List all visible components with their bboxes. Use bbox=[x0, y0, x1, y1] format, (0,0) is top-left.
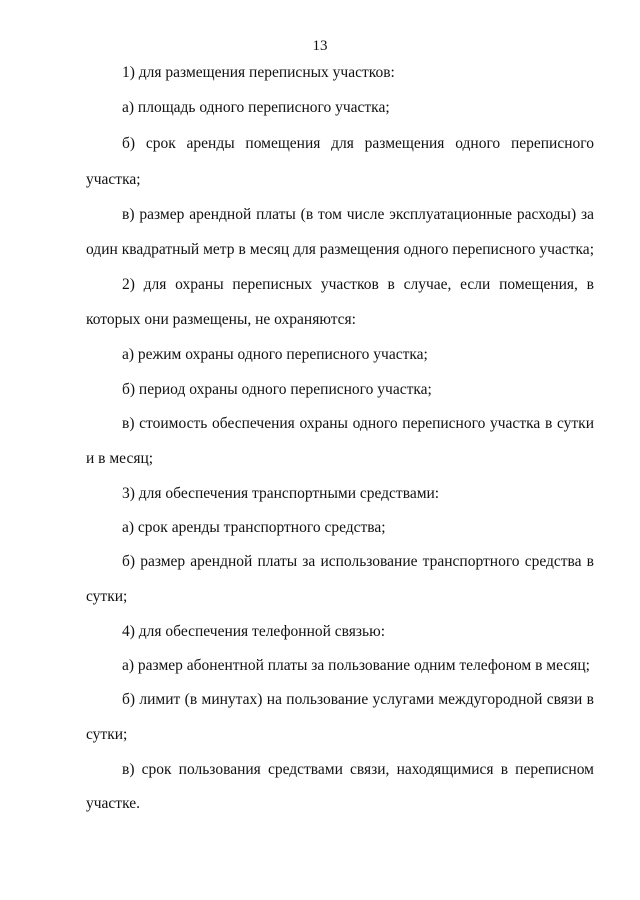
item-1c-line-2: один квадратный метр в месяц для размещения одного переписного участка; bbox=[86, 241, 594, 258]
item-2b: б) период охраны одного переписного участка; bbox=[122, 381, 432, 398]
item-2-heading-line-1: 2) для охраны переписных участков в случае, если помещения, в bbox=[122, 276, 594, 293]
item-1a: а) площадь одного переписного участка; bbox=[122, 99, 390, 116]
item-2-heading-line-2: которых они размещены, не охраняются: bbox=[86, 311, 356, 328]
item-4b-line-1: б) лимит (в минутах) на пользование услугами междугородной связи в bbox=[122, 691, 594, 708]
item-1c-line-1: в) размер арендной платы (в том числе эксплуатационные расходы) за bbox=[122, 206, 594, 223]
item-4a: а) размер абонентной платы за пользование одним телефоном в месяц; bbox=[122, 657, 590, 674]
item-2a: а) режим охраны одного переписного участка; bbox=[122, 346, 428, 363]
item-1-heading: 1) для размещения переписных участков: bbox=[122, 64, 395, 81]
item-2c-line-1: в) стоимость обеспечения охраны одного переписного участка в сутки bbox=[122, 415, 594, 432]
item-4c-line-2: участке. bbox=[86, 795, 140, 812]
item-2c-line-2: и в месяц; bbox=[86, 450, 154, 467]
item-3-heading: 3) для обеспечения транспортными средствами: bbox=[122, 485, 440, 502]
item-1b-line-2: участка; bbox=[86, 171, 141, 188]
item-4b-line-2: сутки; bbox=[86, 726, 128, 743]
page-number: 13 bbox=[312, 38, 328, 54]
item-3b-line-2: сутки; bbox=[86, 588, 128, 605]
item-3a: а) срок аренды транспортного средства; bbox=[122, 519, 386, 536]
item-4-heading: 4) для обеспечения телефонной связью: bbox=[122, 623, 386, 640]
item-3b-line-1: б) размер арендной платы за использование транспортного средства в bbox=[122, 553, 594, 570]
item-4c-line-1: в) срок пользования средствами связи, находящимися в переписном bbox=[122, 761, 594, 778]
item-1b-line-1: б) срок аренды помещения для размещения одного переписного bbox=[122, 135, 594, 152]
